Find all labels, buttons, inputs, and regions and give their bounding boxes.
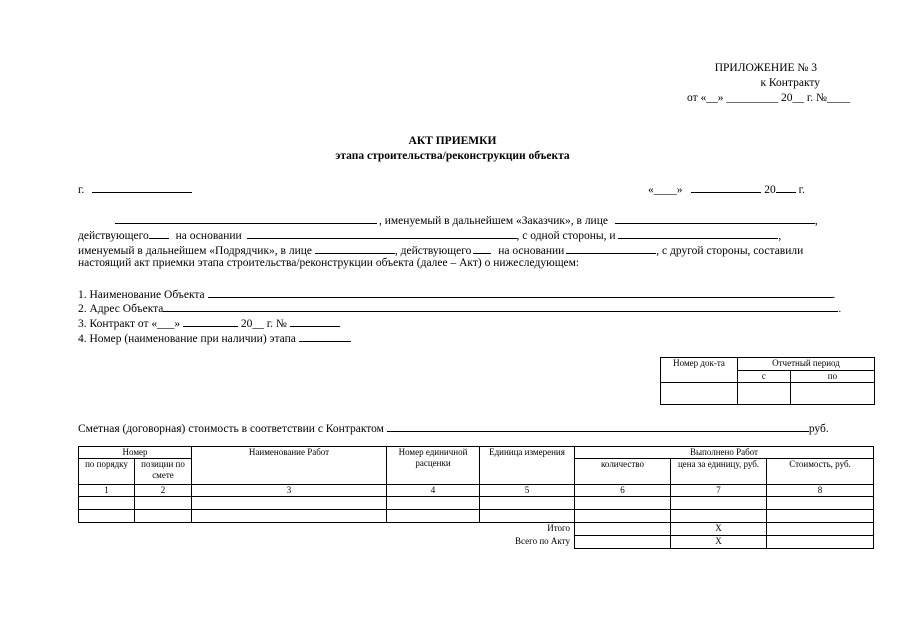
total-quantity-cell[interactable] (575, 523, 671, 536)
column-number-2: 2 (135, 485, 192, 497)
column-number-5: 5 (480, 485, 575, 497)
appendix-contract-date: от «__» _________ 20__ г. №____ (686, 92, 850, 104)
contractor-name-field[interactable] (618, 227, 778, 239)
period-doc-number-cell[interactable] (661, 383, 738, 405)
works-number-header: Номер (79, 447, 192, 459)
works-column-numbers-row (79, 485, 874, 497)
table-cell[interactable] (480, 510, 575, 523)
table-cell[interactable] (79, 497, 135, 510)
table-row (79, 510, 874, 523)
contractor-acting-field[interactable] (473, 242, 491, 254)
works-price-per-unit-header: цена за единицу, руб. (671, 459, 767, 485)
works-order-header: по порядку (79, 459, 135, 485)
object-address-field[interactable] (163, 300, 838, 312)
table-cell[interactable] (387, 497, 480, 510)
table-cell[interactable] (671, 510, 767, 523)
item-contract-label: 3. Контракт от «___» (78, 318, 181, 330)
period-table (660, 357, 875, 405)
total-row (79, 523, 874, 536)
table-cell[interactable] (192, 510, 387, 523)
table-cell[interactable] (480, 497, 575, 510)
item-object-address-dot: . (838, 303, 842, 315)
act-total-label: Всего по Акту (515, 535, 570, 546)
works-rate-number-header: Номер единичной расценки (387, 447, 480, 485)
period-from-cell[interactable] (738, 383, 791, 405)
intro-acting-2: , действующего (394, 245, 472, 257)
intro-line-1 (115, 212, 818, 228)
date-year-prefix: 20 (764, 184, 776, 196)
customer-acting-field[interactable] (149, 227, 169, 239)
contractor-rep-field[interactable] (315, 242, 395, 254)
works-quantity-header: количество (575, 459, 671, 485)
contractor-basis-field[interactable] (566, 242, 656, 254)
period-header: Отчетный период (738, 358, 875, 371)
cost-field[interactable] (387, 420, 809, 432)
appendix-contract-label: к Контракту (760, 77, 820, 89)
act-total-cost-cell[interactable] (767, 536, 874, 549)
works-table (78, 446, 874, 549)
cost-unit: руб. (808, 423, 829, 435)
period-to-header: по (790, 371, 874, 383)
city-field[interactable] (92, 181, 192, 193)
item-stage (78, 330, 351, 346)
table-cell[interactable] (192, 497, 387, 510)
intro-l2-end: , (778, 230, 782, 242)
total-x-mark: Х (671, 523, 767, 536)
column-number-3: 3 (192, 485, 387, 497)
intro-contractor-text: именуемый в дальнейшем «Подрядчик», в лице (78, 245, 312, 257)
intro-line-3 (78, 242, 803, 258)
customer-name-field[interactable] (115, 212, 377, 224)
intro-acting-1: действующего (78, 230, 149, 242)
intro-other-side: , с другой стороны, составили (656, 245, 804, 257)
intro-line-2 (78, 227, 781, 243)
period-to-cell[interactable] (790, 383, 874, 405)
column-number-7: 7 (671, 485, 767, 497)
table-cell[interactable] (671, 497, 767, 510)
works-estimate-position-header: позиции по смете (135, 459, 192, 485)
column-number-1: 1 (79, 485, 135, 497)
intro-customer-text: , именуемый в дальнейшем «Заказчик», в лице (379, 215, 608, 227)
table-row (79, 497, 874, 510)
item-object-address (78, 300, 841, 316)
intro-one-side: , с одной стороны, и (516, 230, 616, 242)
stage-number-field[interactable] (299, 330, 351, 342)
date-month-field[interactable] (691, 181, 761, 193)
works-name-header: Наименование Работ (192, 447, 387, 485)
works-done-header: Выполнено Работ (575, 447, 874, 459)
intro-line-4: настоящий акт приемки этапа строительства/реконструкции объекта (далее – Акт) о нижеследующем: (78, 257, 580, 269)
customer-rep-field[interactable] (615, 212, 815, 224)
works-cost-header: Стоимость, руб. (767, 459, 874, 485)
cost-label: Сметная (договорная) стоимость в соответствии с Контрактом (78, 423, 384, 435)
table-cell[interactable] (575, 497, 671, 510)
object-name-field[interactable] (208, 286, 833, 298)
city-line (78, 181, 192, 197)
table-cell[interactable] (135, 497, 192, 510)
item-contract-year: 20__ г. № (240, 318, 287, 330)
cost-line (78, 420, 829, 436)
act-total-quantity-cell[interactable] (575, 536, 671, 549)
table-cell[interactable] (135, 510, 192, 523)
column-number-6: 6 (575, 485, 671, 497)
item-stage-label: 4. Номер (наименование при наличии) этапа (78, 333, 296, 345)
period-from-header: с (738, 371, 791, 383)
date-line (648, 181, 805, 197)
column-number-8: 8 (767, 485, 874, 497)
appendix-number: ПРИЛОЖЕНИЕ № 3 (714, 62, 817, 74)
works-unit-header: Единица измерения (480, 447, 575, 485)
date-year-field[interactable] (776, 181, 796, 193)
item-object-name-dot: . (832, 289, 836, 301)
table-cell[interactable] (387, 510, 480, 523)
item-object-address-label: 2. Адрес Объекта (78, 303, 164, 315)
intro-l1-end: , (814, 215, 818, 227)
table-cell[interactable] (79, 510, 135, 523)
table-cell[interactable] (575, 510, 671, 523)
table-cell[interactable] (767, 497, 874, 510)
contract-number-field[interactable] (290, 315, 340, 327)
act-total-row (79, 536, 874, 549)
date-day: «____» (648, 184, 683, 196)
doc-title: АКТ ПРИЕМКИ (408, 135, 497, 147)
total-cost-cell[interactable] (767, 523, 874, 536)
intro-basis-1: на основании (175, 230, 242, 242)
contract-month-field[interactable] (183, 315, 238, 327)
intro-basis-2: на основании (498, 245, 565, 257)
item-object-name-label: 1. Наименование Объекта (78, 289, 205, 301)
column-number-4: 4 (387, 485, 480, 497)
doc-subtitle: этапа строительства/реконструкции объекта (335, 150, 570, 162)
item-contract (78, 315, 340, 331)
city-label: г. (78, 184, 85, 196)
period-doc-number-header: Номер док-та (661, 358, 738, 383)
customer-basis-field[interactable] (247, 227, 517, 239)
total-label: Итого (79, 523, 575, 536)
act-total-x-mark: Х (671, 536, 767, 549)
table-cell[interactable] (767, 510, 874, 523)
date-year-suffix: г. (798, 184, 805, 196)
